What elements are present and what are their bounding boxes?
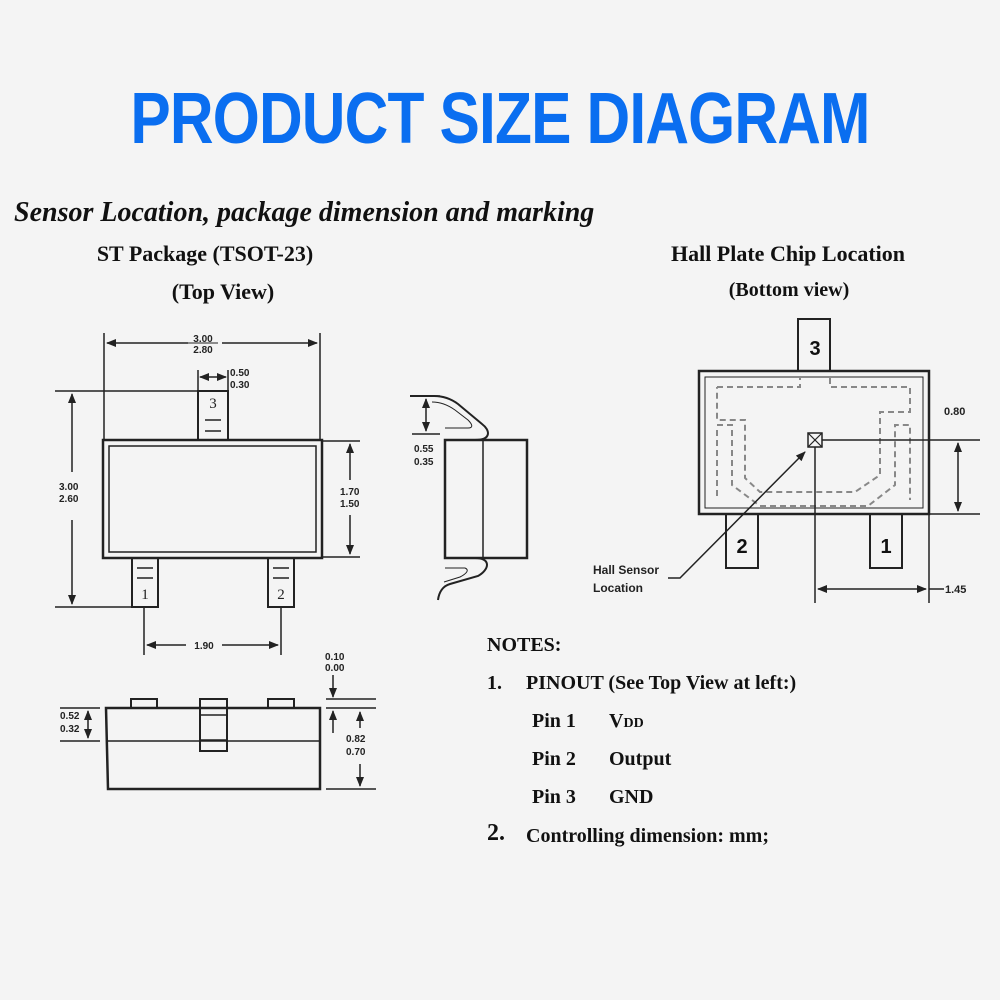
- bottom-view: [668, 319, 980, 603]
- front-body: [106, 708, 320, 789]
- bottom-pin-2-label: 2: [736, 536, 748, 558]
- dim-height-max: 3.00: [59, 482, 79, 493]
- bottom-pin-1-label: 1: [880, 536, 892, 558]
- pin-2-label: 2: [277, 587, 285, 603]
- dim-sensor-y: 0.80: [944, 406, 966, 418]
- pin-1-function-sub: DD: [623, 716, 644, 731]
- front-lead-left: [131, 699, 157, 708]
- top-view-subtitle: (Top View): [171, 279, 275, 304]
- dim-standoff-max: 0.10: [325, 652, 345, 663]
- front-view: [60, 675, 376, 789]
- pin-3-name: Pin 3: [532, 786, 576, 808]
- dim-width-max: 3.00: [193, 334, 213, 345]
- dim-height-min: 2.60: [59, 494, 79, 505]
- note-1-number: 1.: [487, 672, 502, 694]
- note-1-text: PINOUT (See Top View at left:): [526, 672, 797, 694]
- pin-1-function-main: V: [609, 710, 624, 732]
- dim-standoff-min: 0.00: [325, 663, 345, 674]
- dim-sensor-x: 1.45: [945, 584, 967, 596]
- bottom-pin-3-label: 3: [809, 338, 821, 360]
- dim-front-lead-max: 0.52: [60, 711, 80, 722]
- bottom-view-title: Hall Plate Chip Location: [670, 241, 906, 266]
- notes-heading: NOTES:: [487, 634, 562, 656]
- top-view: [55, 333, 360, 655]
- package-body: [103, 440, 322, 558]
- top-view-title: ST Package (TSOT-23): [96, 241, 314, 266]
- pin-3-label: 3: [209, 396, 217, 412]
- dim-lead-width-max: 0.50: [230, 368, 250, 379]
- hall-sensor-label-line1: Hall Sensor: [593, 563, 660, 577]
- dim-side-lead-min: 0.35: [414, 457, 434, 468]
- pin-2-function: Output: [609, 748, 672, 770]
- dim-pitch: 1.90: [194, 641, 214, 652]
- dim-front-body-min: 0.70: [346, 747, 366, 758]
- page-title: PRODUCT SIZE DIAGRAM: [130, 79, 870, 159]
- hall-sensor-label-line2: Location: [593, 581, 643, 595]
- front-lead-right: [268, 699, 294, 708]
- pin-2-name: Pin 2: [532, 748, 576, 770]
- dim-body-height-min: 1.50: [340, 499, 360, 510]
- pin-1-name: Pin 1: [532, 710, 576, 732]
- note-2-number: 2.: [487, 820, 505, 846]
- side-view: [410, 396, 527, 600]
- side-body: [445, 440, 527, 558]
- dim-side-lead-max: 0.55: [414, 444, 434, 455]
- dim-front-body-max: 0.82: [346, 734, 366, 745]
- dim-body-height-max: 1.70: [340, 487, 360, 498]
- diagram-subtitle: Sensor Location, package dimension and marking: [14, 197, 595, 228]
- dim-lead-width-min: 0.30: [230, 380, 250, 391]
- pin-1-function: [609, 710, 644, 733]
- pin-1-label: 1: [141, 587, 149, 603]
- bottom-view-subtitle: (Bottom view): [728, 279, 850, 301]
- note-2-text: Controlling dimension: mm;: [526, 825, 769, 847]
- dim-width-min: 2.80: [193, 345, 213, 356]
- pin-3-function: GND: [609, 786, 654, 808]
- dim-front-lead-min: 0.32: [60, 724, 80, 735]
